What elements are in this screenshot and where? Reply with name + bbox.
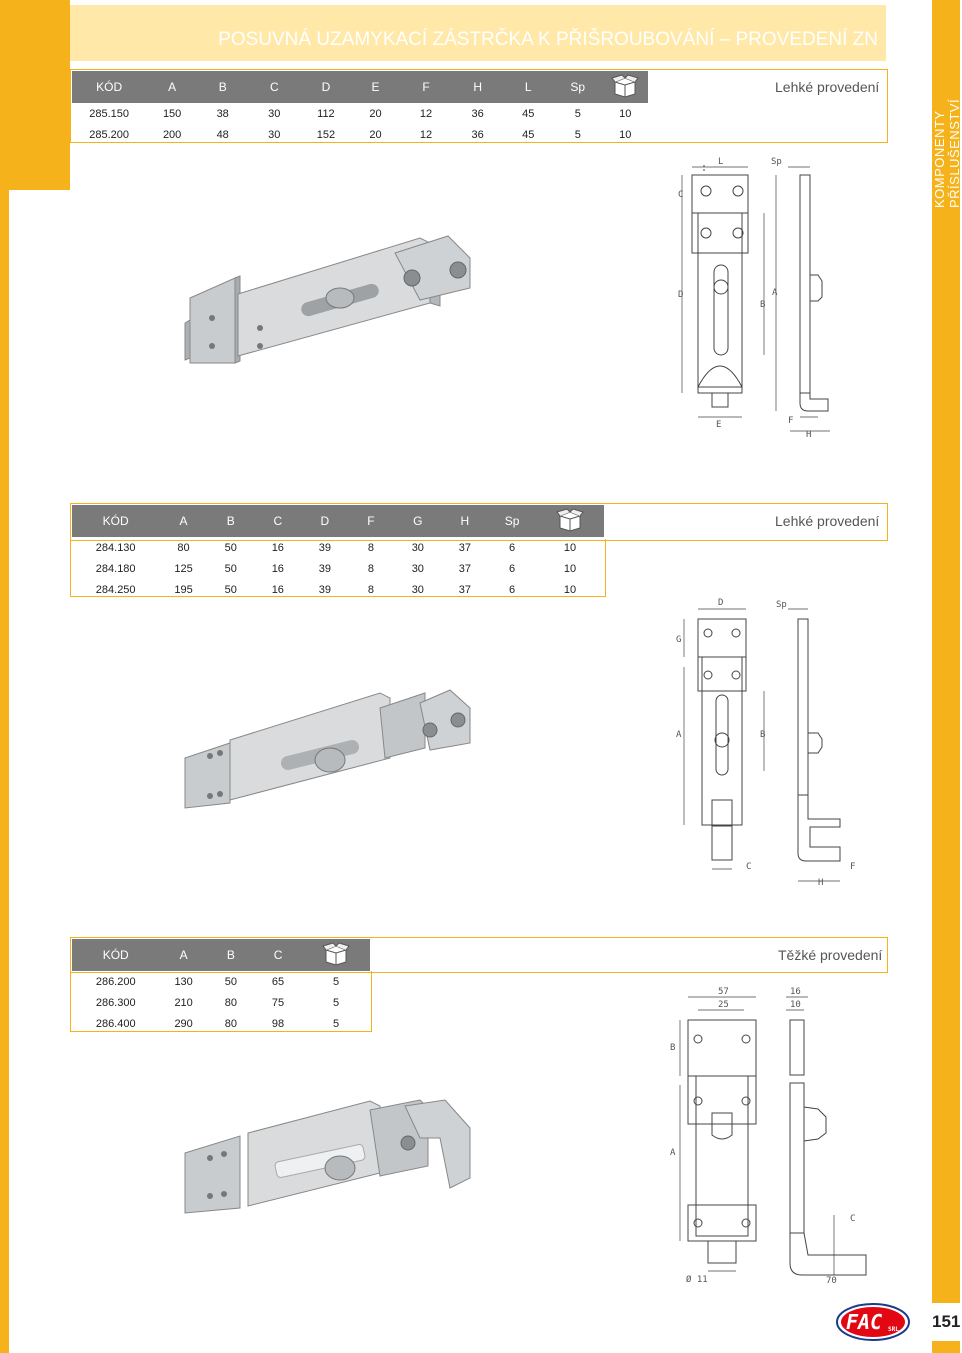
col-header: KÓD — [72, 939, 159, 971]
dim-label: E — [716, 420, 722, 430]
cell: 37 — [458, 583, 472, 596]
page-number: 151 — [932, 1303, 960, 1341]
dim-label: Sp — [776, 600, 787, 610]
col-header: Sp — [553, 71, 603, 103]
dim-label: C — [850, 1214, 856, 1224]
cell: 98 — [271, 1017, 285, 1030]
col-header: B — [208, 939, 254, 971]
col-header: KÓD — [72, 71, 146, 103]
cell: 48 — [216, 128, 229, 141]
col-header: F — [400, 71, 452, 103]
cell: 112 — [317, 107, 335, 120]
cell: 152 — [316, 128, 336, 141]
cell: 30 — [411, 562, 424, 575]
package-box-icon — [603, 71, 648, 103]
col-header: A — [159, 505, 207, 537]
cell: 200 — [162, 128, 182, 141]
cell: 30 — [411, 583, 424, 596]
cell: 37 — [458, 562, 472, 575]
cell: 80 — [224, 1017, 238, 1030]
technical-drawing-1 — [668, 155, 848, 445]
dim-label: A — [670, 1148, 676, 1158]
cell: 39 — [318, 541, 332, 554]
cell: 50 — [224, 541, 237, 554]
cell: 75 — [271, 996, 285, 1009]
cell: 45 — [522, 107, 535, 120]
cell: 6 — [508, 583, 516, 596]
cell: 65 — [271, 975, 285, 988]
col-header: A — [159, 939, 207, 971]
category-sidebar — [932, 0, 960, 1353]
cell: 10 — [563, 562, 577, 575]
cell: 39 — [318, 562, 332, 575]
dim-label: 57 — [718, 987, 729, 997]
col-header: F — [348, 505, 394, 537]
cell: 150 — [162, 107, 182, 120]
cell: 16 — [271, 583, 284, 596]
variant-label: Lehké provedení — [775, 79, 880, 95]
cell: 195 — [174, 583, 193, 596]
variant-label: Lehké provedení — [775, 513, 880, 529]
cell: 285.150 — [89, 107, 130, 120]
dim-label: F — [850, 862, 856, 872]
page-title: POSUVNÁ UZAMYKACÍ ZÁSTRČKA K PŘIŠROUBOVÁNÍ – PROVEDENÍ ZN — [218, 29, 878, 50]
cell: 12 — [419, 128, 433, 141]
dim-label: 16 — [790, 987, 801, 997]
table-row — [72, 124, 648, 145]
cell: 16 — [271, 562, 284, 575]
dim-label: C — [746, 862, 752, 872]
cell: 30 — [268, 107, 281, 120]
dim-label: A — [676, 730, 682, 740]
col-header: C — [254, 939, 302, 971]
cell: 5 — [332, 975, 340, 988]
cell: 39 — [318, 583, 332, 596]
cell: 38 — [216, 107, 229, 120]
cell: 5 — [574, 128, 581, 141]
cell: 16 — [271, 541, 284, 554]
cell: 5 — [332, 1017, 340, 1030]
cell: 290 — [174, 1017, 193, 1030]
technical-drawing-3 — [668, 985, 868, 1285]
technical-drawing-2 — [668, 595, 858, 890]
fac-logo — [836, 1303, 910, 1341]
dim-label: A — [772, 288, 778, 298]
dim-label: B — [760, 730, 766, 740]
cell: 50 — [224, 583, 237, 596]
package-box-icon — [302, 939, 370, 971]
col-header: D — [302, 505, 348, 537]
dim-label: 70 — [826, 1276, 837, 1286]
col-header: B — [208, 505, 254, 537]
col-header: B — [198, 71, 248, 103]
cell: 45 — [522, 128, 535, 141]
category-label: KOMPONENTY PŘÍSLUŠENSTVÍ — [932, 98, 962, 208]
cell: 80 — [224, 996, 238, 1009]
dim-label: G — [676, 635, 682, 645]
cell: 125 — [174, 562, 193, 575]
cell: 285.200 — [89, 128, 130, 141]
cell: 8 — [367, 583, 374, 596]
dim-label: 10 — [790, 1000, 801, 1010]
cell: 30 — [411, 541, 424, 554]
cell: 10 — [563, 541, 577, 554]
cell: 36 — [471, 128, 484, 141]
cell: 20 — [369, 107, 382, 120]
cell: 37 — [458, 541, 472, 554]
logo-text: FAC — [846, 1310, 883, 1334]
dim-label: 25 — [718, 1000, 729, 1010]
cell: 8 — [367, 562, 374, 575]
cell: 284.180 — [95, 562, 136, 575]
dim-label: D — [718, 598, 724, 608]
cell: 50 — [224, 975, 238, 988]
dim-label: C — [678, 190, 684, 200]
cell: 5 — [332, 996, 340, 1009]
product-photo-2 — [180, 688, 480, 810]
logo-subtext: SRL — [888, 1326, 899, 1333]
col-header: Sp — [488, 505, 536, 537]
cell: 130 — [174, 975, 193, 988]
cell: 30 — [268, 128, 281, 141]
table-header-row — [72, 505, 604, 537]
cell: 6 — [508, 562, 516, 575]
cell: 36 — [471, 107, 484, 120]
dim-label: D — [678, 290, 684, 300]
cell: 286.400 — [95, 1017, 136, 1030]
cell: 286.300 — [95, 996, 136, 1009]
cell: 20 — [369, 128, 382, 141]
dim-label: B — [670, 1043, 676, 1053]
dim-label: Sp — [771, 157, 782, 167]
dim-label: H — [806, 430, 812, 440]
package-box-icon — [536, 505, 604, 537]
col-header: A — [146, 71, 198, 103]
cell: 10 — [619, 128, 632, 141]
dim-label: H — [818, 878, 824, 888]
cell: 10 — [619, 107, 632, 120]
left-accent-strip — [0, 0, 9, 1353]
table-header-row — [72, 71, 648, 103]
col-header: L — [503, 71, 553, 103]
cell: 10 — [563, 583, 577, 596]
product-photo-1 — [180, 228, 480, 374]
col-header: KÓD — [72, 505, 159, 537]
cell: 284.250 — [95, 583, 136, 596]
col-header: D — [301, 71, 351, 103]
left-accent-block — [0, 0, 70, 190]
table-row — [72, 103, 648, 124]
spec-table-2-body-frame — [70, 539, 606, 597]
col-header: E — [351, 71, 401, 103]
cell: 50 — [224, 562, 237, 575]
title-bar — [70, 5, 886, 61]
col-header: H — [442, 505, 488, 537]
cell: 210 — [174, 996, 193, 1009]
dim-label: Ø 11 — [686, 1275, 708, 1285]
spec-table-3-body-frame — [70, 971, 372, 1032]
spec-table-1 — [72, 71, 648, 145]
dim-label: L — [718, 157, 724, 167]
col-header: H — [452, 71, 504, 103]
variant-label: Těžké provedení — [778, 947, 883, 963]
dim-label: F — [788, 416, 794, 426]
cell: 286.200 — [95, 975, 136, 988]
col-header: C — [247, 71, 301, 103]
cell: 5 — [574, 107, 581, 120]
col-header: C — [254, 505, 302, 537]
table-header-row — [72, 939, 370, 971]
cell: 6 — [508, 541, 516, 554]
product-photo-3 — [180, 1098, 480, 1216]
cell: 80 — [177, 541, 190, 554]
dim-label: B — [760, 300, 766, 310]
cell: 8 — [367, 541, 374, 554]
col-header: G — [394, 505, 442, 537]
cell: 284.130 — [95, 541, 136, 554]
cell: 12 — [419, 107, 433, 120]
